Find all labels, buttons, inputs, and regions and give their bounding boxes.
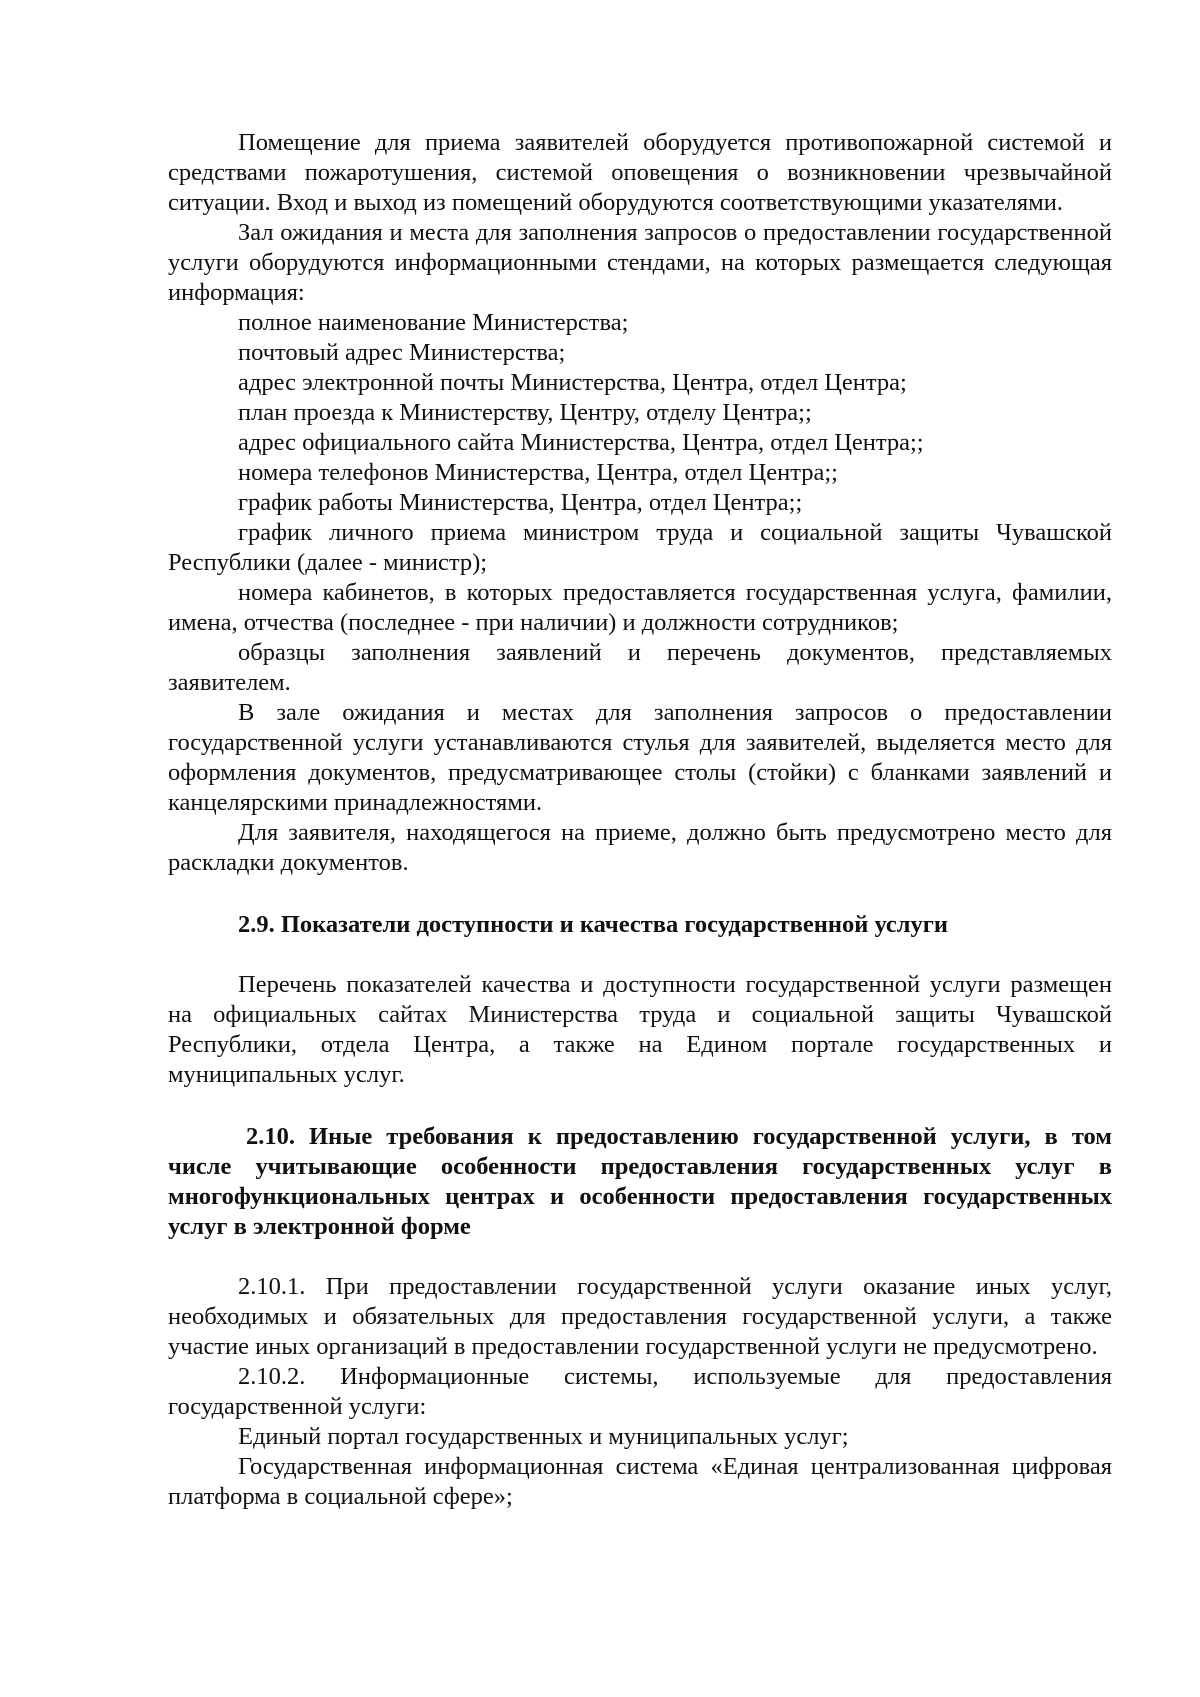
- list-item: номера кабинетов, в которых предоставляется государственная услуга, фамилии, имена, отчества (последнее - при наличии) и должности сотрудников;: [168, 579, 1112, 636]
- list-item-system: Государственная информационная система «Единая централизованная цифровая платформа в социальной сфере»;: [168, 1453, 1112, 1510]
- paragraph-waiting-hall: В зале ожидания и местах для заполнения запросов о предоставлении государственной услуги устанавливаются стулья для заявителей, выделяется место для оформления документов, предусматривающее столы (стойки) с бланками заявлений и канцелярскими принадлежностями.: [168, 699, 1112, 816]
- list-item: график личного приема министром труда и социальной защиты Чувашской Республики (далее - министр);: [168, 519, 1112, 576]
- list-item: план проезда к Министерству, Центру, отделу Центра;;: [238, 399, 812, 426]
- paragraph-2-10-1: 2.10.1. При предоставлении государственной услуги оказание иных услуг, необходимых и обязательных для предоставления государственной услуги, а также участие иных организаций в предоставлении государственной услуги не предусмотрено.: [168, 1273, 1112, 1360]
- list-item: номера телефонов Министерства, Центра, отдел Центра;;: [238, 459, 838, 486]
- list-item: полное наименование Министерства;: [238, 309, 629, 336]
- section-heading-2-9: 2.9. Показатели доступности и качества государственной услуги: [238, 911, 949, 938]
- paragraph-quality-indicators: Перечень показателей качества и доступности государственной услуги размещен на официальных сайтах Министерства труда и социальной защиты Чувашской Республики, отдела Центра, а также на Едином портале государственных и муниципальных услуг.: [168, 971, 1112, 1088]
- paragraph-fire-safety: Помещение для приема заявителей оборудуется противопожарной системой и средствами пожаротушения, системой оповещения о возникновении чрезвычайной ситуации. Вход и выход из помещений оборудуются соответствующими указателями.: [168, 129, 1112, 216]
- document-body: [168, 128, 1112, 1512]
- list-item: почтовый адрес Министерства;: [238, 339, 566, 366]
- list-item: адрес официального сайта Министерства, Центра, отдел Центра;;: [238, 429, 924, 456]
- paragraph-info-stands: Зал ожидания и места для заполнения запросов о предоставлении государственной услуги оборудуются информационными стендами, на которых размещается следующая информация:: [168, 219, 1112, 306]
- paragraph-2-10-2: 2.10.2. Информационные системы, используемые для предоставления государственной услуги:: [168, 1363, 1112, 1420]
- list-item: адрес электронной почты Министерства, Центра, отдел Центра;: [238, 369, 907, 396]
- list-item: образцы заполнения заявлений и перечень документов, представляемых заявителем.: [168, 639, 1112, 696]
- list-item-system: Единый портал государственных и муниципальных услуг;: [238, 1423, 849, 1450]
- list-item: график работы Министерства, Центра, отдел Центра;;: [238, 489, 803, 516]
- section-heading-2-10: 2.10. Иные требования к предоставлению государственной услуги, в том числе учитывающие особенности предоставления государственных услуг в многофункциональных центрах и особенности предоставления государственных услуг в электронной форме: [168, 1123, 1112, 1240]
- paragraph-document-space: Для заявителя, находящегося на приеме, должно быть предусмотрено место для раскладки документов.: [168, 819, 1112, 876]
